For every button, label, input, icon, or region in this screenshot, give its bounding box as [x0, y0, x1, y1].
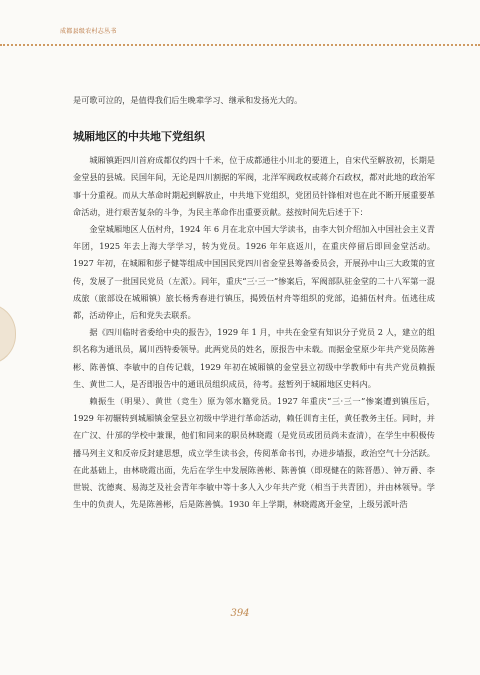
body-paragraph: 据《四川临时省委给中央的报告》，1929 年 1 月，中共在金堂有知识分子党员 2 人，建立的组织名称为通讯员，属川西特委领导。此两党员的姓名，原报告中未载。而据金堂原少年共产党员陈善彬、陈善慎、李敏中的自传记载，1929 年初在城厢镇的金堂县立初级中学教师中有共产党员赖振生、黄世二人，是否即报告中的通讯员组织成员，待考。兹暂列于城厢地区史料内。 — [73, 327, 435, 389]
body-paragraph: 城厢镇距四川首府成都仅约四十千米，位于成都通往小川北的要道上，自宋代至解放初，长期是金堂县的县城。民国年间，无论是四川割据的军阀，北洋军阀政权或蒋介石政权，都对此地的政治军事十分重视。而从大革命时期起到解放止，中共地下党组织，党团员针锋相对也在此不断开展重要革命活动，进行艰苦复杂的斗争，为民主革命作出重要贡献。兹按时间先后述于下： — [73, 155, 435, 217]
page-edge-tab — [0, 303, 16, 365]
section-heading: 城厢地区的中共地下党组织 — [73, 130, 205, 144]
lead-paragraph: 是可歌可泣的，是值得我们后生晚辈学习、继承和发扬光大的。 — [73, 95, 303, 105]
page-body — [73, 92, 435, 513]
body-paragraph: 赖振生（明果）、黄世（竞生）原为邻水籍党员。1927 年重庆“三·三一”惨案遭到镇压后，1929 年初辗转到城厢镇金堂县立初级中学进行革命活动，赖任训育主任，黄任教务主任。同时，并在广汉、什邡的学校中兼课，他们和同来的职员林晓霞（是党员或团员尚未查清），在学生中积极传播马列主义和反帝反封建思想，成立学生读书会，传阅革命书刊，办进步墙报，政治空气十分活跃。在此基础上，由林晓霞出面，先后在学生中发展陈善彬、陈善慎（即现健在的陈晋愚）、钟万爵、李世锐、沈德爽、易海芝及社会青年李敏中等十多人入少年共产党（相当于共青团），并由林领导。学生中的负责人，先是陈善彬，后是陈善慎。1930 年上学期，林晓霞离开金堂，上级另派叶浩 — [73, 396, 435, 510]
running-title: 成都县级农村志丛书 — [60, 28, 117, 35]
body-paragraph: 金堂城厢地区人伍村舟，1924 年 6 月在北京中国大学读书，由李大钊介绍加入中国社会主义青年团，1925 年去上海大学学习，转为党员。1926 年年底返川，在重庆停留后即回金堂活动。1927 年初，在城厢和彭子健等组成中国国民党四川省金堂县筹备委员会，开展孙中山三大政策的宣传，发展了一批国民党员（左派）。同年，重庆“三·三一”惨案后，军阀部队驻金堂的二十八军第一混成旅（旅部设在城厢镇）旅长杨秀春进行镇压，揭毁伍村舟等组织的党部，追捕伍村舟。伍逃往成都，活动停止，后和党失去联系。 — [73, 224, 435, 321]
page-number: 394 — [230, 608, 250, 619]
dotted-divider — [0, 44, 480, 46]
